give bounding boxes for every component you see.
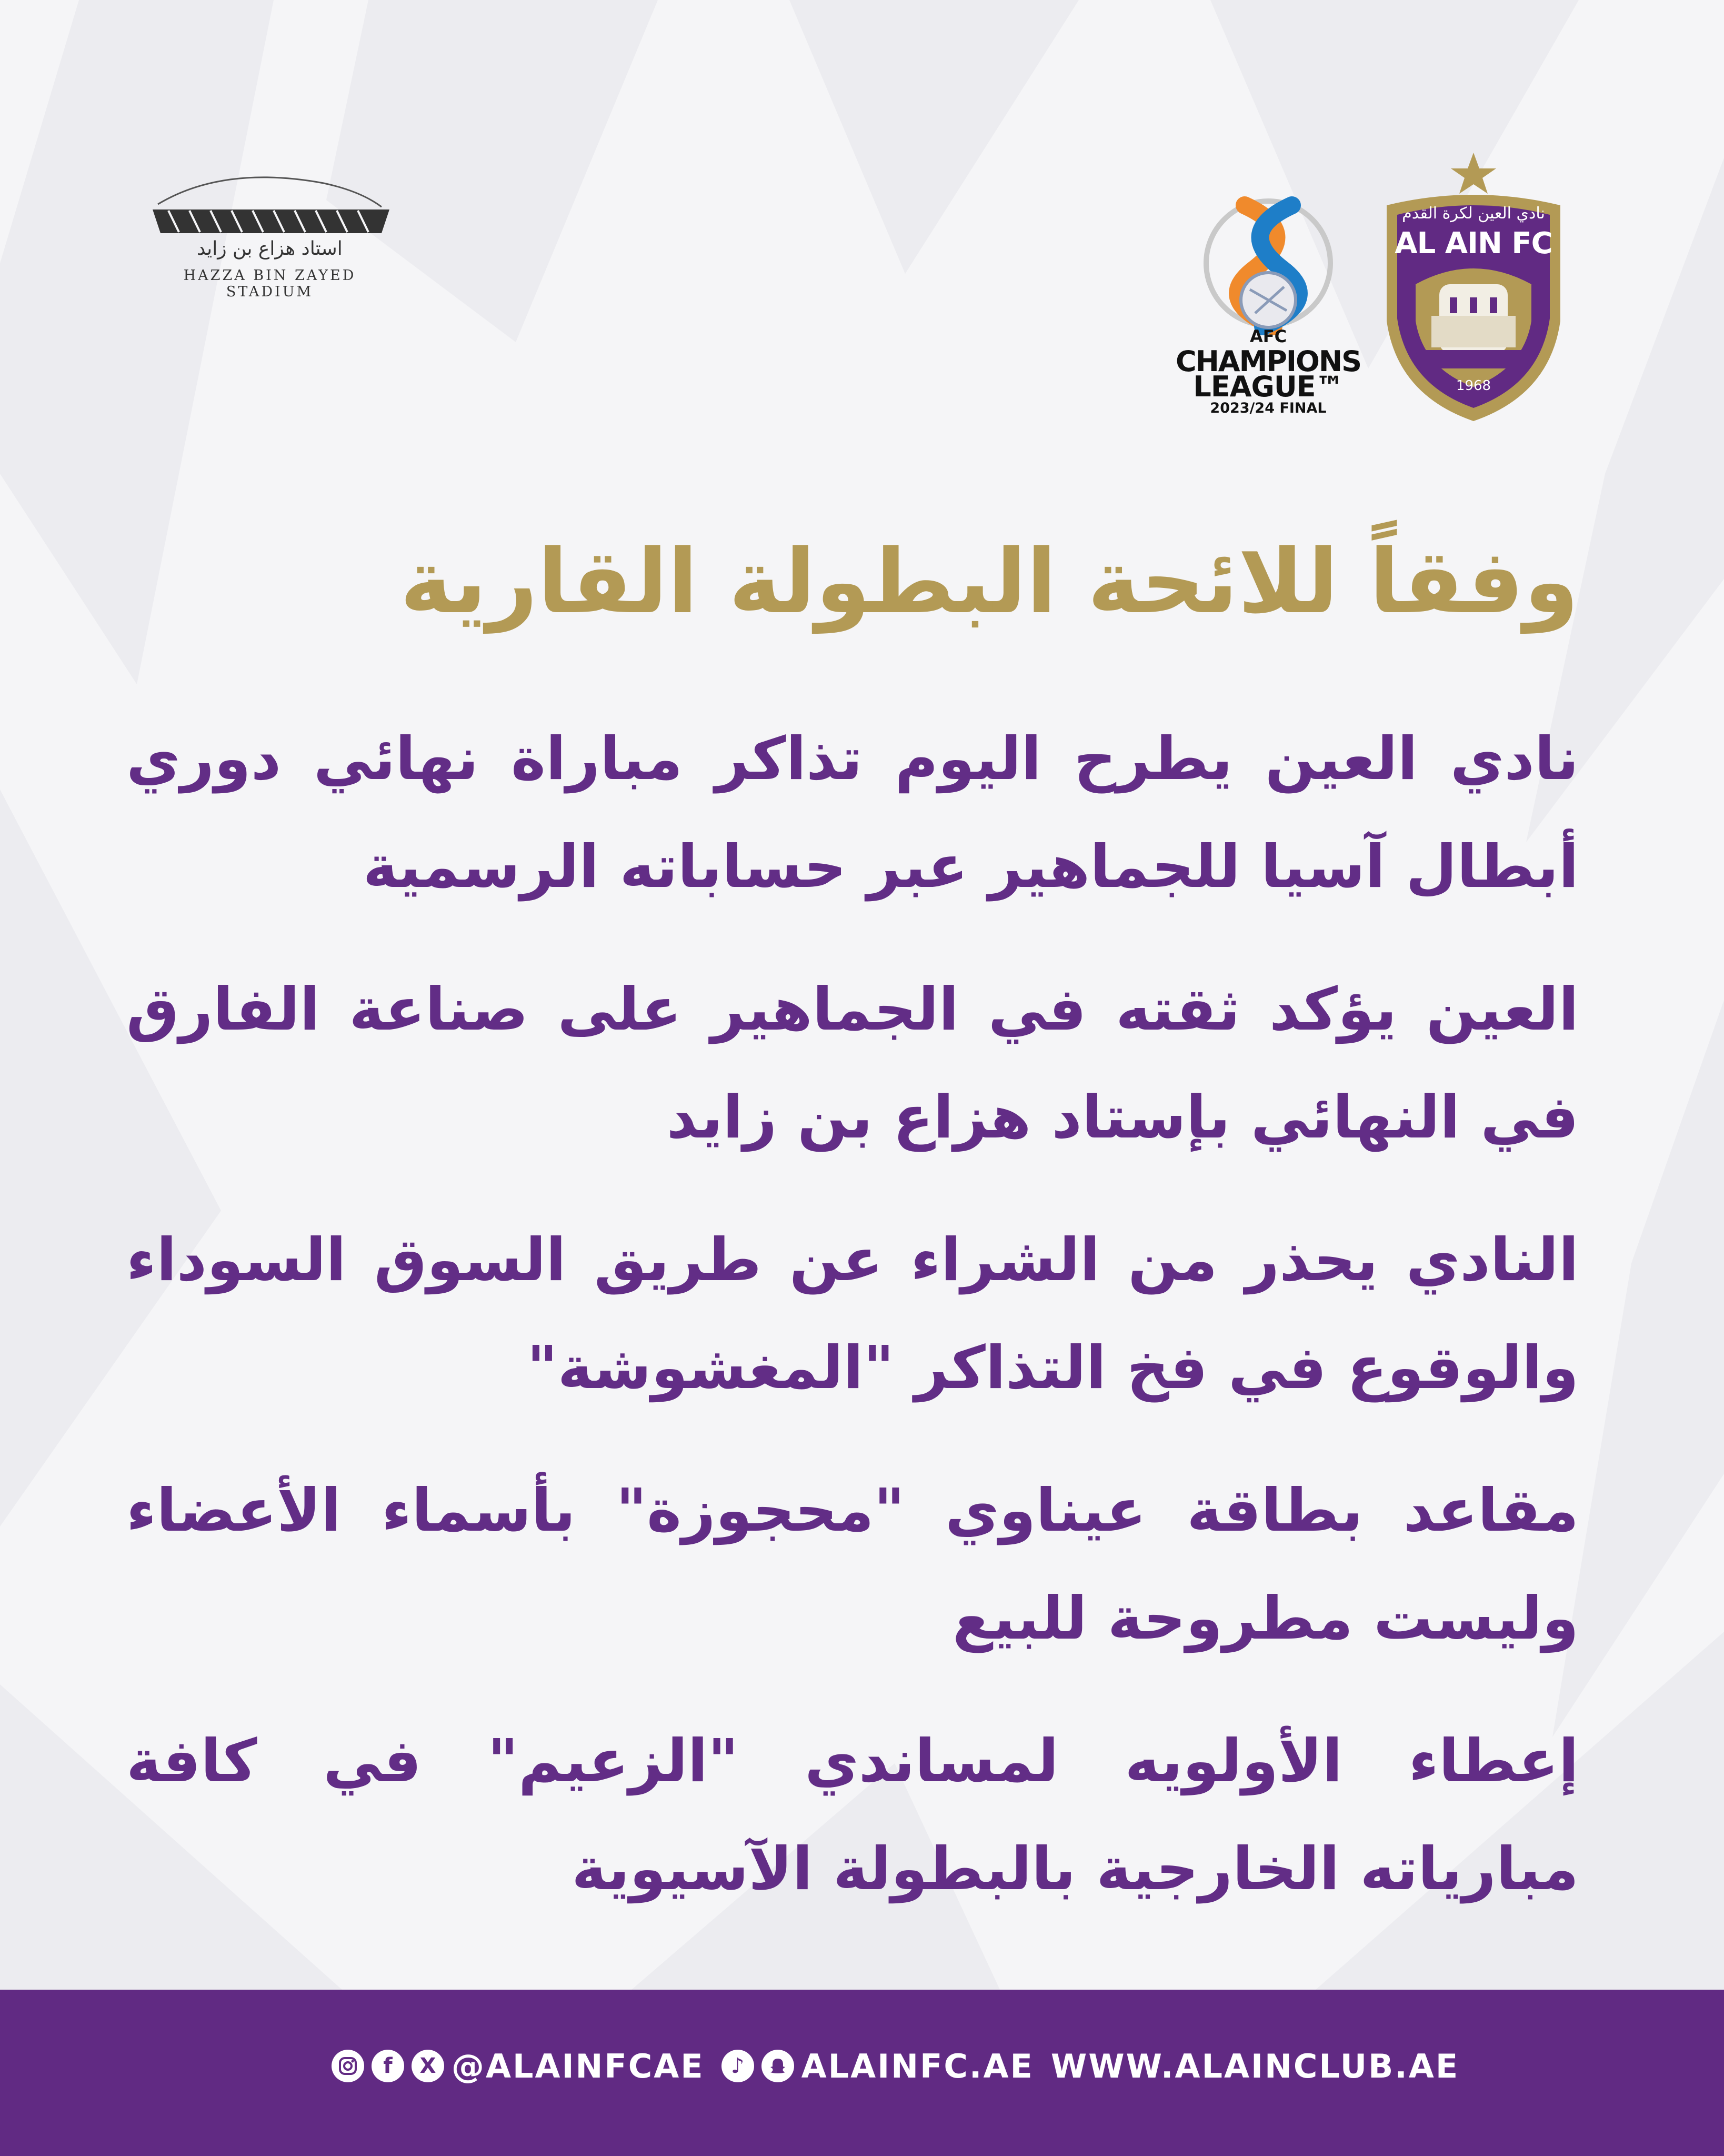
facebook-icon[interactable]: f	[372, 2050, 404, 2082]
social-handle-snapchat[interactable]: ALAINFC.AE	[801, 2047, 1034, 2085]
headline: وفقاً للائحة البطولة القارية	[399, 530, 1579, 633]
paragraph-fans-confidence: العين يؤكد ثقته في الجماهير على صناعة الفارق في النهائي بإستاد هزاع بن زايد	[126, 975, 1579, 1152]
tiktok-icon[interactable]: ♪	[721, 2050, 754, 2082]
website-link[interactable]: WWW.ALAINCLUB.AE	[1050, 2047, 1460, 2085]
paragraph-black-market-warning: النادي يحذر من الشراء عن طريق السوق السوداء والوقوع في فخ التذاكر "المغشوشة"	[126, 1226, 1579, 1402]
footer-social-row	[332, 2045, 1476, 2087]
acl-logo-text-champions: CHAMPIONS	[1175, 345, 1361, 378]
footer-bar	[0, 1990, 1724, 2156]
stadium-name-arabic: استاد هزاع بن زايد	[197, 238, 343, 259]
x-icon[interactable]: X	[412, 2050, 444, 2082]
acl-logo-text-final: 2023/24 FINAL	[1210, 400, 1327, 416]
snapchat-icon[interactable]	[761, 2050, 794, 2082]
crest-founding-year: 1968	[1456, 378, 1491, 394]
paragraph-tickets-release: نادي العين يطرح اليوم تذاكر مباراة نهائي دوري أبطال آسيا للجماهير عبر حساباته الرسمية	[126, 725, 1579, 901]
acl-logo-text-afc: AFC	[1249, 326, 1287, 346]
paragraph-member-seats: مقاعد بطاقة عيناوي "محجوزة" بأسماء الأعضاء وليست مطروحة للبيع	[126, 1476, 1579, 1653]
announcement-body	[126, 705, 1579, 1958]
instagram-icon[interactable]	[332, 2050, 364, 2082]
crest-name-english: AL AIN FC	[1395, 226, 1552, 261]
social-handle[interactable]: @ALAINFCAE	[452, 2047, 705, 2085]
stadium-name-english: HAZZA BIN ZAYED STADIUM	[183, 267, 356, 300]
paragraph-away-priority: إعطاء الأولويه لمساندي "الزعيم" في كافة مبارياته الخارجية بالبطولة الآسيوية	[126, 1727, 1579, 1903]
acl-logo-text-league: LEAGUE™	[1193, 370, 1344, 403]
crest-name-arabic: نادي العين لكرة القدم	[1402, 204, 1545, 223]
